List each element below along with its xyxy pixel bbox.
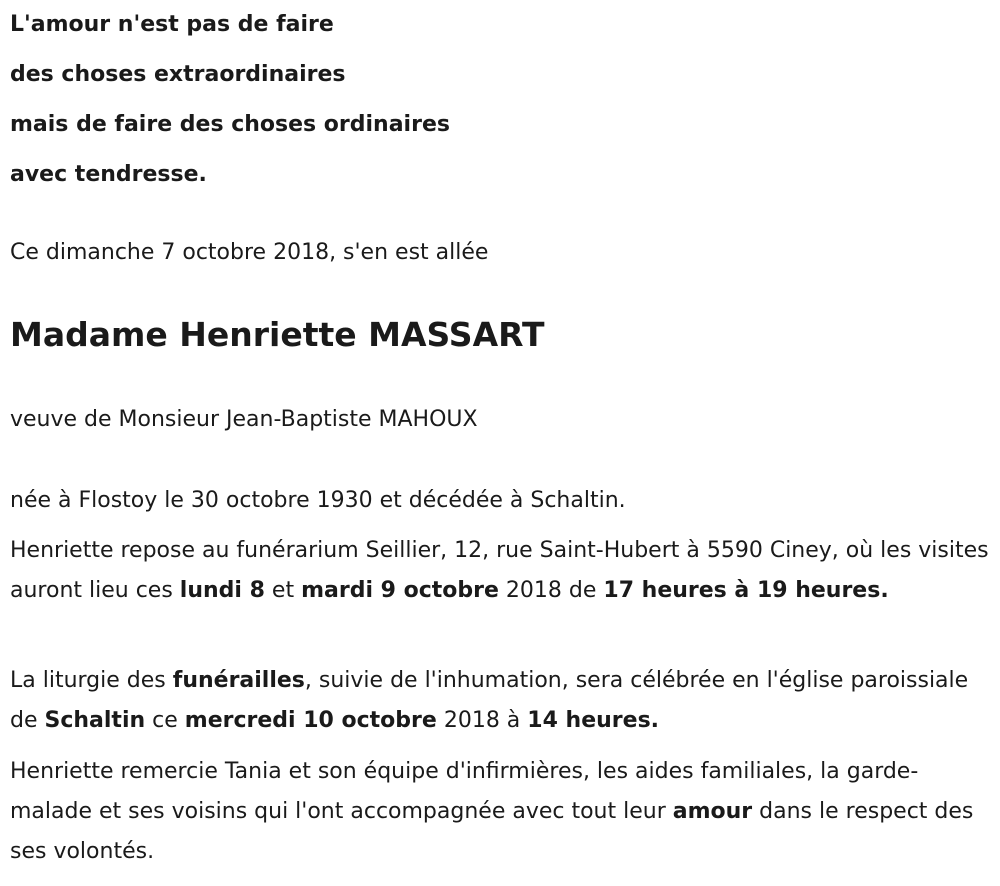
funeral-place: Schaltin <box>44 708 146 733</box>
quote-block <box>10 0 450 200</box>
spouse-text: veuve de Monsieur Jean-Baptiste MAHOUX <box>10 407 478 432</box>
quote-line-1: L'amour n'est pas de faire <box>10 12 334 37</box>
funeral-time: 14 heures. <box>527 708 660 733</box>
deceased-name: Madame Henriette MASSART <box>10 315 545 354</box>
visitation-hours: 17 heures à 19 heures. <box>603 578 889 603</box>
funeral-date: mercredi 10 octobre <box>184 708 437 733</box>
thanks-keyword: amour <box>672 799 753 824</box>
quote-line-4: avec tendresse. <box>10 162 207 187</box>
funeral-paragraph <box>10 661 995 741</box>
funeral-text-2: , suivie de l'inhumation, sera célébrée en l'église paroissiale de <box>10 668 969 733</box>
thanks-text-2: dans le respect des ses volontés. <box>10 799 974 864</box>
visitation-text-1: Henriette repose au funérarium Seillier, 12, rue Saint-Hubert à 5590 Ciney, où les visites auront lieu ces <box>10 538 989 603</box>
visitation-text-3: 2018 de <box>498 578 604 603</box>
thanks-paragraph <box>10 752 995 872</box>
visitation-day-2: mardi 9 octobre <box>301 578 499 603</box>
thanks-text-1: Henriette remercie Tania et son équipe d'infirmières, les aides familiales, la garde-malade et ses voisins qui l'ont accompagnée avec tout leur <box>10 759 919 824</box>
visitation-day-1: lundi 8 <box>179 578 265 603</box>
visitation-text-2: et <box>264 578 302 603</box>
visitation-paragraph <box>10 531 995 611</box>
quote-line-3: mais de faire des choses ordinaires <box>10 112 450 137</box>
funeral-text-4: 2018 à <box>436 708 528 733</box>
funeral-text-1: La liturgie des <box>10 668 173 693</box>
intro-text: Ce dimanche 7 octobre 2018, s'en est allée <box>10 240 489 265</box>
birth-death-text: née à Flostoy le 30 octobre 1930 et décédée à Schaltin. <box>10 488 626 513</box>
quote-line-2: des choses extraordinaires <box>10 62 346 87</box>
funeral-keyword: funérailles <box>172 668 305 693</box>
funeral-text-3: ce <box>145 708 185 733</box>
